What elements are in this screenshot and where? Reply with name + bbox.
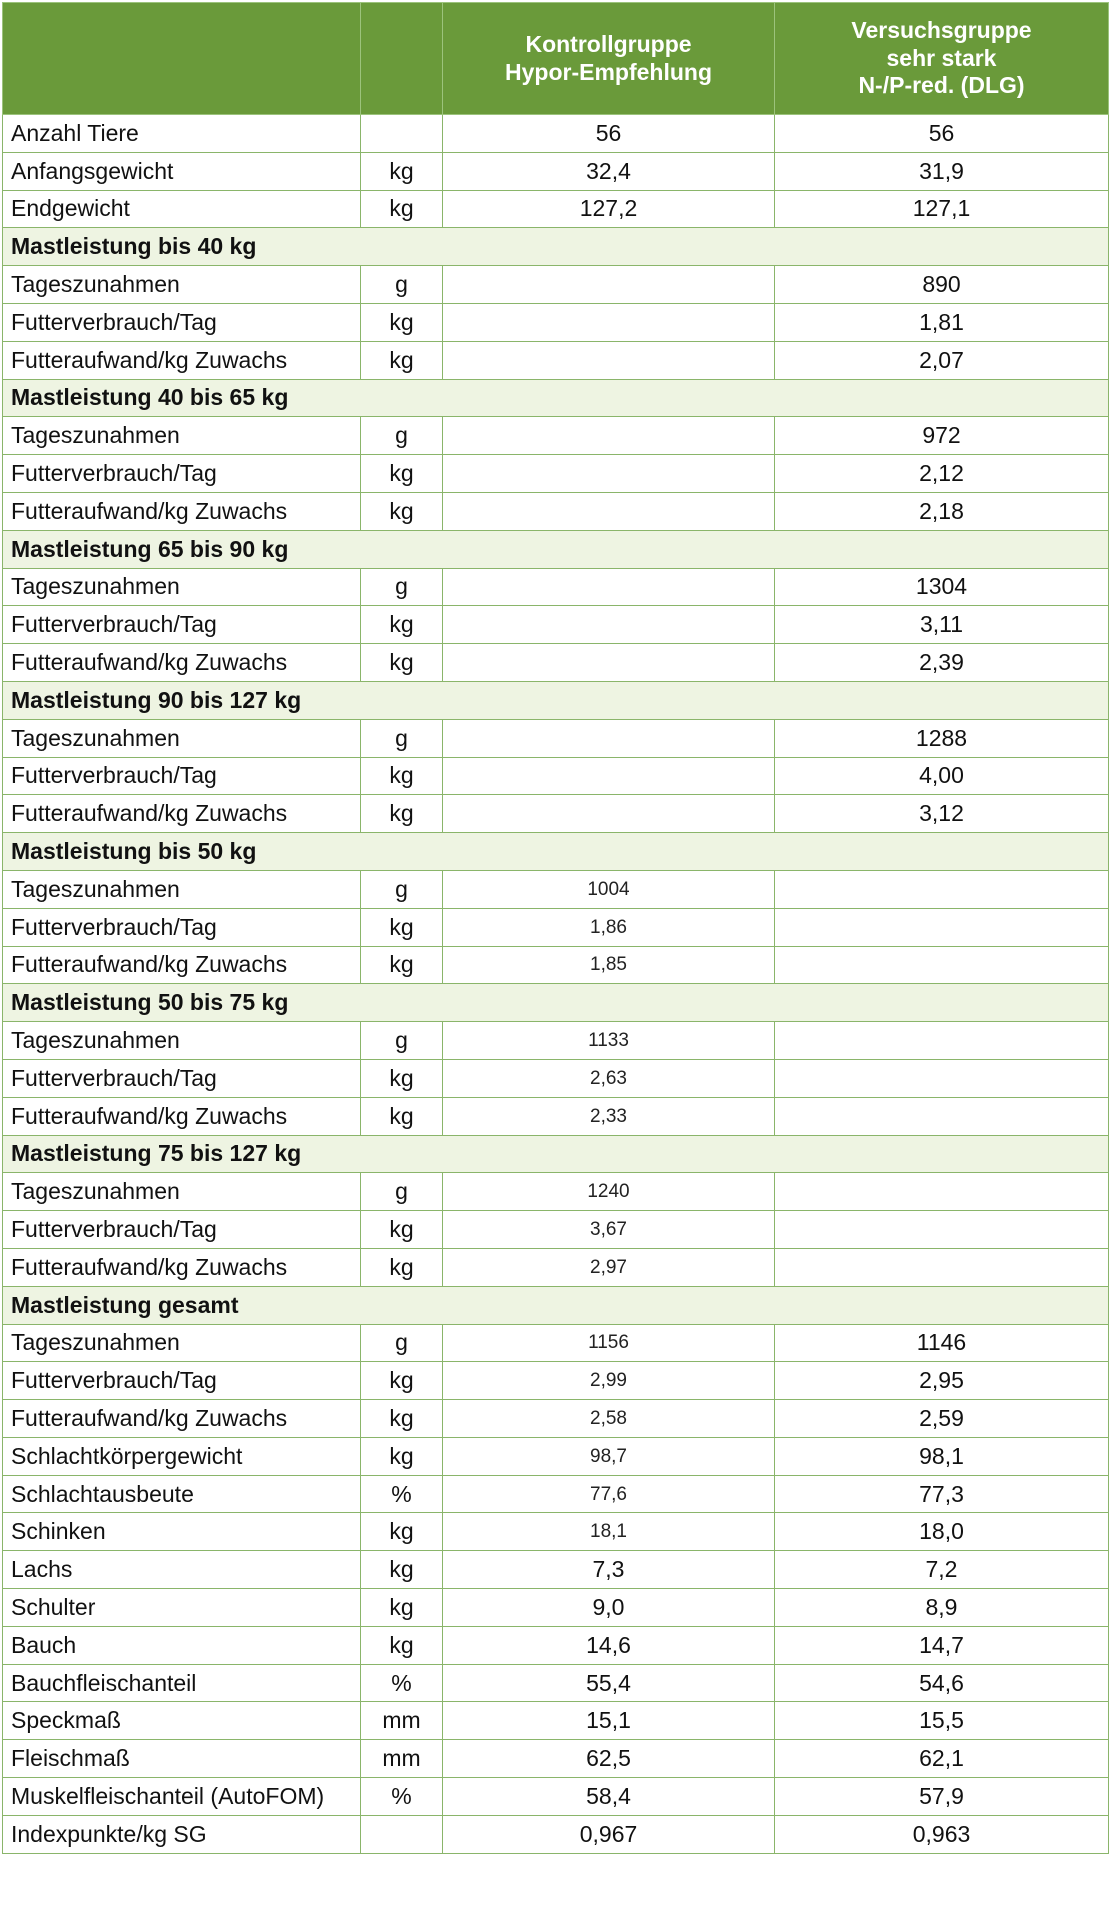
- test-value: 890: [775, 266, 1109, 304]
- table-row: [3, 1589, 1109, 1627]
- table-row: [3, 606, 1109, 644]
- control-value: 98,7: [443, 1437, 775, 1475]
- row-label: Muskelfleischanteil (AutoFOM): [3, 1778, 361, 1816]
- control-value: 2,97: [443, 1248, 775, 1286]
- row-label: Tageszunahmen: [3, 1324, 361, 1362]
- table-row: [3, 1324, 1109, 1362]
- test-value: 3,12: [775, 795, 1109, 833]
- control-value: 1004: [443, 870, 775, 908]
- header-control-line: Hypor-Empfehlung: [505, 58, 712, 85]
- row-unit: kg: [361, 152, 443, 190]
- test-value: 31,9: [775, 152, 1109, 190]
- control-value: [443, 757, 775, 795]
- section-row: [3, 1286, 1109, 1324]
- section-title: Mastleistung 40 bis 65 kg: [3, 379, 1109, 417]
- table-wrapper: [2, 2, 1108, 1854]
- row-unit: kg: [361, 455, 443, 493]
- control-value: 1,86: [443, 908, 775, 946]
- row-label: Futterverbrauch/Tag: [3, 455, 361, 493]
- test-value: 54,6: [775, 1664, 1109, 1702]
- row-unit: kg: [361, 1437, 443, 1475]
- test-value: 1,81: [775, 303, 1109, 341]
- row-label: Tageszunahmen: [3, 719, 361, 757]
- test-value: 2,12: [775, 455, 1109, 493]
- control-value: 3,67: [443, 1211, 775, 1249]
- table-row: [3, 115, 1109, 153]
- test-value: 3,11: [775, 606, 1109, 644]
- section-title: Mastleistung gesamt: [3, 1286, 1109, 1324]
- table-row: [3, 1248, 1109, 1286]
- control-value: [443, 606, 775, 644]
- control-value: 2,58: [443, 1400, 775, 1438]
- control-value: 62,5: [443, 1740, 775, 1778]
- table-row: [3, 341, 1109, 379]
- control-value: [443, 568, 775, 606]
- row-unit: g: [361, 1022, 443, 1060]
- row-label: Lachs: [3, 1551, 361, 1589]
- header-label-cell: [3, 3, 361, 115]
- row-label: Futteraufwand/kg Zuwachs: [3, 1248, 361, 1286]
- test-value: 8,9: [775, 1589, 1109, 1627]
- row-unit: [361, 1815, 443, 1853]
- row-label: Tageszunahmen: [3, 1022, 361, 1060]
- feeding-trial-table: [2, 2, 1109, 1854]
- row-label: Futterverbrauch/Tag: [3, 1211, 361, 1249]
- row-label: Futteraufwand/kg Zuwachs: [3, 946, 361, 984]
- control-value: 1156: [443, 1324, 775, 1362]
- control-value: 55,4: [443, 1664, 775, 1702]
- test-value: 14,7: [775, 1626, 1109, 1664]
- control-value: 1,85: [443, 946, 775, 984]
- header-test-line: Versuchsgruppe: [851, 17, 1032, 44]
- test-value: [775, 1097, 1109, 1135]
- table-row: [3, 1626, 1109, 1664]
- table-row: [3, 1362, 1109, 1400]
- table-row: [3, 870, 1109, 908]
- row-label: Futteraufwand/kg Zuwachs: [3, 644, 361, 682]
- row-unit: [361, 115, 443, 153]
- table-row: [3, 266, 1109, 304]
- control-value: 15,1: [443, 1702, 775, 1740]
- row-label: Anzahl Tiere: [3, 115, 361, 153]
- row-unit: g: [361, 266, 443, 304]
- table-row: [3, 1664, 1109, 1702]
- table-row: [3, 1097, 1109, 1135]
- test-value: [775, 908, 1109, 946]
- row-label: Futteraufwand/kg Zuwachs: [3, 795, 361, 833]
- table-row: [3, 1513, 1109, 1551]
- row-label: Fleischmaß: [3, 1740, 361, 1778]
- test-value: [775, 946, 1109, 984]
- row-unit: kg: [361, 795, 443, 833]
- row-label: Futterverbrauch/Tag: [3, 606, 361, 644]
- table-row: [3, 1702, 1109, 1740]
- section-row: [3, 530, 1109, 568]
- test-value: 2,95: [775, 1362, 1109, 1400]
- row-label: Tageszunahmen: [3, 417, 361, 455]
- row-label: Futterverbrauch/Tag: [3, 757, 361, 795]
- test-value: 57,9: [775, 1778, 1109, 1816]
- row-label: Schulter: [3, 1589, 361, 1627]
- row-label: Schlachtkörpergewicht: [3, 1437, 361, 1475]
- test-value: 1304: [775, 568, 1109, 606]
- row-label: Futteraufwand/kg Zuwachs: [3, 1400, 361, 1438]
- table-body: [3, 115, 1109, 1854]
- table-row: [3, 1740, 1109, 1778]
- control-value: 56: [443, 115, 775, 153]
- header-test-line: sehr stark: [886, 44, 997, 71]
- row-unit: kg: [361, 1626, 443, 1664]
- section-row: [3, 833, 1109, 871]
- table-row: [3, 1059, 1109, 1097]
- row-label: Futteraufwand/kg Zuwachs: [3, 492, 361, 530]
- row-label: Futterverbrauch/Tag: [3, 1059, 361, 1097]
- section-title: Mastleistung bis 50 kg: [3, 833, 1109, 871]
- control-value: 7,3: [443, 1551, 775, 1589]
- table-row: [3, 455, 1109, 493]
- table-row: [3, 1211, 1109, 1249]
- test-value: [775, 1173, 1109, 1211]
- row-unit: kg: [361, 1362, 443, 1400]
- row-label: Indexpunkte/kg SG: [3, 1815, 361, 1853]
- control-value: 2,99: [443, 1362, 775, 1400]
- table-row: [3, 417, 1109, 455]
- test-value: 2,39: [775, 644, 1109, 682]
- row-label: Bauch: [3, 1626, 361, 1664]
- row-unit: g: [361, 870, 443, 908]
- test-value: 127,1: [775, 190, 1109, 228]
- table-row: [3, 1173, 1109, 1211]
- test-value: 1146: [775, 1324, 1109, 1362]
- row-unit: %: [361, 1664, 443, 1702]
- test-value: 77,3: [775, 1475, 1109, 1513]
- table-row: [3, 1437, 1109, 1475]
- table-row: [3, 795, 1109, 833]
- control-value: [443, 266, 775, 304]
- control-value: 2,33: [443, 1097, 775, 1135]
- section-title: Mastleistung 50 bis 75 kg: [3, 984, 1109, 1022]
- row-label: Futteraufwand/kg Zuwachs: [3, 341, 361, 379]
- row-unit: kg: [361, 946, 443, 984]
- section-row: [3, 1135, 1109, 1173]
- control-value: [443, 644, 775, 682]
- control-value: 1240: [443, 1173, 775, 1211]
- row-unit: kg: [361, 644, 443, 682]
- table-row: [3, 1022, 1109, 1060]
- row-unit: kg: [361, 757, 443, 795]
- row-label: Futterverbrauch/Tag: [3, 303, 361, 341]
- section-title: Mastleistung 65 bis 90 kg: [3, 530, 1109, 568]
- row-unit: kg: [361, 908, 443, 946]
- section-row: [3, 228, 1109, 266]
- row-unit: g: [361, 1173, 443, 1211]
- control-value: [443, 341, 775, 379]
- test-value: 2,07: [775, 341, 1109, 379]
- row-unit: mm: [361, 1702, 443, 1740]
- row-label: Schinken: [3, 1513, 361, 1551]
- test-value: 56: [775, 115, 1109, 153]
- control-value: 0,967: [443, 1815, 775, 1853]
- row-label: Futterverbrauch/Tag: [3, 1362, 361, 1400]
- control-value: [443, 303, 775, 341]
- test-value: [775, 1022, 1109, 1060]
- section-title: Mastleistung bis 40 kg: [3, 228, 1109, 266]
- table-row: [3, 492, 1109, 530]
- section-title: Mastleistung 90 bis 127 kg: [3, 681, 1109, 719]
- test-value: 1288: [775, 719, 1109, 757]
- test-value: 2,18: [775, 492, 1109, 530]
- row-label: Futterverbrauch/Tag: [3, 908, 361, 946]
- section-row: [3, 681, 1109, 719]
- control-value: [443, 719, 775, 757]
- table-row: [3, 303, 1109, 341]
- row-unit: kg: [361, 1059, 443, 1097]
- header-control-line: Kontrollgruppe: [525, 30, 692, 57]
- row-unit: kg: [361, 1513, 443, 1551]
- control-value: 14,6: [443, 1626, 775, 1664]
- table-row: [3, 1400, 1109, 1438]
- table-row: [3, 1778, 1109, 1816]
- control-value: [443, 417, 775, 455]
- table-row: [3, 757, 1109, 795]
- test-value: [775, 1211, 1109, 1249]
- row-label: Tageszunahmen: [3, 568, 361, 606]
- row-label: Anfangsgewicht: [3, 152, 361, 190]
- test-value: 4,00: [775, 757, 1109, 795]
- header-row: [3, 3, 1109, 115]
- control-value: 1133: [443, 1022, 775, 1060]
- row-label: Speckmaß: [3, 1702, 361, 1740]
- row-unit: kg: [361, 1211, 443, 1249]
- test-value: 0,963: [775, 1815, 1109, 1853]
- row-unit: kg: [361, 492, 443, 530]
- control-value: 18,1: [443, 1513, 775, 1551]
- row-label: Tageszunahmen: [3, 870, 361, 908]
- control-value: [443, 492, 775, 530]
- test-value: 18,0: [775, 1513, 1109, 1551]
- row-unit: kg: [361, 1400, 443, 1438]
- test-value: 7,2: [775, 1551, 1109, 1589]
- row-label: Tageszunahmen: [3, 1173, 361, 1211]
- row-unit: kg: [361, 1589, 443, 1627]
- row-unit: %: [361, 1778, 443, 1816]
- row-unit: g: [361, 719, 443, 757]
- table-row: [3, 908, 1109, 946]
- test-value: 15,5: [775, 1702, 1109, 1740]
- table-row: [3, 152, 1109, 190]
- row-label: Endgewicht: [3, 190, 361, 228]
- table-row: [3, 1475, 1109, 1513]
- row-unit: kg: [361, 1551, 443, 1589]
- row-label: Futteraufwand/kg Zuwachs: [3, 1097, 361, 1135]
- test-value: [775, 1059, 1109, 1097]
- row-unit: kg: [361, 341, 443, 379]
- test-value: 2,59: [775, 1400, 1109, 1438]
- header-control-group: [443, 3, 775, 115]
- row-unit: g: [361, 417, 443, 455]
- control-value: 9,0: [443, 1589, 775, 1627]
- row-label: Bauchfleischanteil: [3, 1664, 361, 1702]
- test-value: 62,1: [775, 1740, 1109, 1778]
- row-label: Tageszunahmen: [3, 266, 361, 304]
- control-value: 32,4: [443, 152, 775, 190]
- control-value: [443, 795, 775, 833]
- test-value: 972: [775, 417, 1109, 455]
- control-value: 127,2: [443, 190, 775, 228]
- table-row: [3, 719, 1109, 757]
- header-unit-cell: [361, 3, 443, 115]
- row-label: Schlachtausbeute: [3, 1475, 361, 1513]
- section-row: [3, 379, 1109, 417]
- row-unit: kg: [361, 1097, 443, 1135]
- table-row: [3, 1551, 1109, 1589]
- row-unit: kg: [361, 190, 443, 228]
- header-test-group: [775, 3, 1109, 115]
- row-unit: kg: [361, 1248, 443, 1286]
- row-unit: mm: [361, 1740, 443, 1778]
- table-row: [3, 644, 1109, 682]
- table-row: [3, 1815, 1109, 1853]
- row-unit: %: [361, 1475, 443, 1513]
- row-unit: kg: [361, 303, 443, 341]
- control-value: 2,63: [443, 1059, 775, 1097]
- table-row: [3, 946, 1109, 984]
- section-row: [3, 984, 1109, 1022]
- table-row: [3, 190, 1109, 228]
- test-value: [775, 870, 1109, 908]
- control-value: 77,6: [443, 1475, 775, 1513]
- test-value: 98,1: [775, 1437, 1109, 1475]
- control-value: 58,4: [443, 1778, 775, 1816]
- test-value: [775, 1248, 1109, 1286]
- row-unit: g: [361, 1324, 443, 1362]
- row-unit: g: [361, 568, 443, 606]
- row-unit: kg: [361, 606, 443, 644]
- table-row: [3, 568, 1109, 606]
- control-value: [443, 455, 775, 493]
- header-test-line: N-/P-red. (DLG): [858, 72, 1025, 99]
- section-title: Mastleistung 75 bis 127 kg: [3, 1135, 1109, 1173]
